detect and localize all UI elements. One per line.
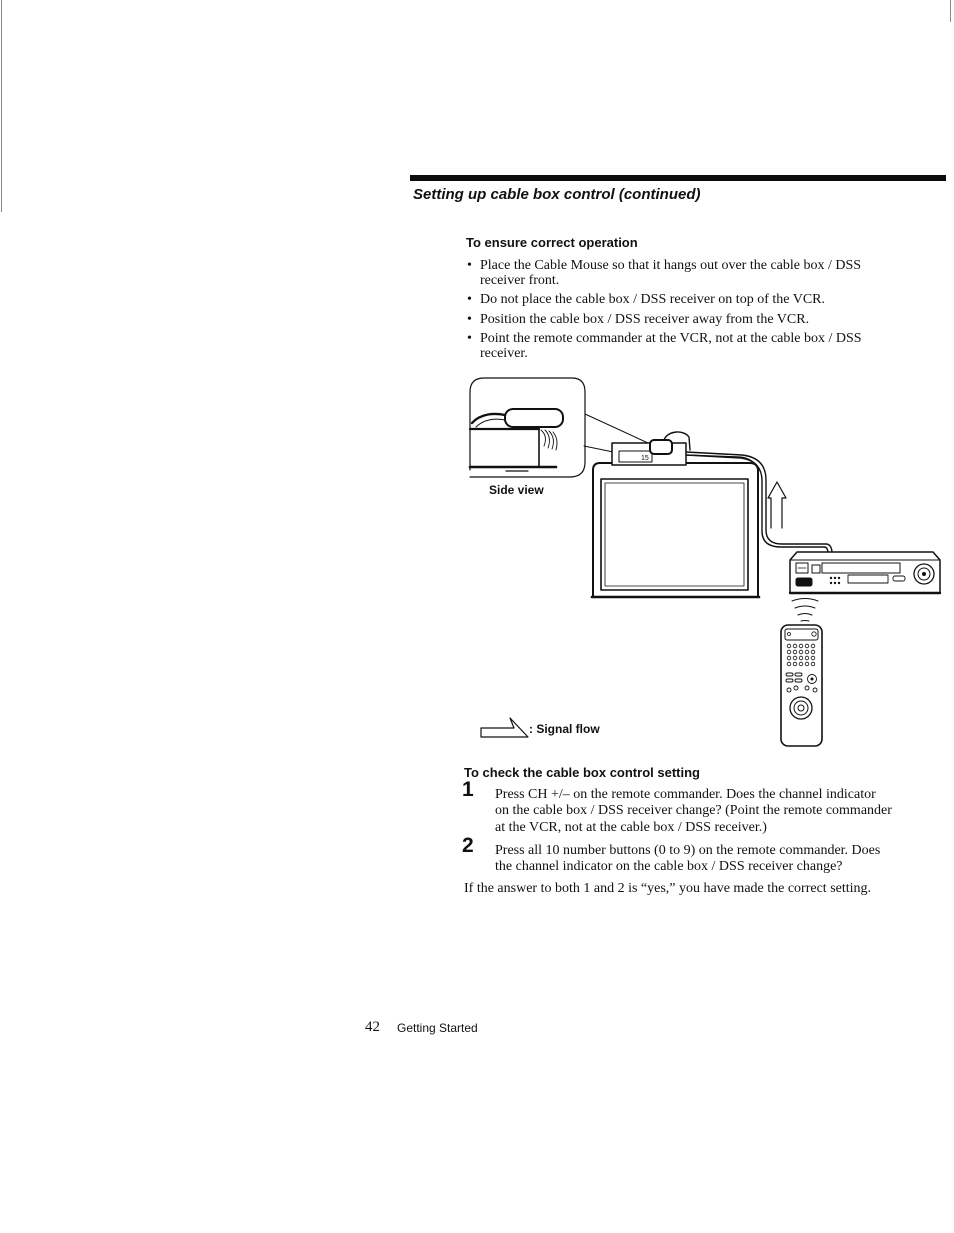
bullet-item-continued: receiver. [480,346,528,361]
step-number: 1 [462,778,474,801]
scan-edge-right [950,0,951,22]
step-text: at the VCR, not at the cable box / DSS receiver.) [495,820,767,835]
tv-screen [605,483,744,586]
tv-screen-frame [601,479,748,590]
signal-flow-arrow-up [768,482,786,528]
setup-illustration [460,370,950,755]
side-view-label: Side view [489,483,544,497]
side-view-inset [470,378,585,477]
ensure-heading: To ensure correct operation [466,235,638,250]
bullet-item: • Do not place the cable box / DSS receiver on top of the VCR. [480,292,825,308]
step-number: 2 [462,834,474,857]
step-text: the channel indicator on the cable box / DSS receiver change? [495,859,843,874]
step-text: on the cable box / DSS receiver change? (Point the remote commander [495,803,892,818]
bullet-item-continued: receiver front. [480,273,560,288]
bullet-item: • Place the Cable Mouse so that it hangs out over the cable box / DSS [480,258,861,274]
bullet-item: • Point the remote commander at the VCR, not at the cable box / DSS [480,331,862,347]
cable-box-display-text: 15 [641,455,649,462]
footer-section-name: Getting Started [397,1021,478,1035]
page-number: 42 [365,1019,380,1035]
infrared-waves [541,430,557,450]
cable-mouse-side [505,409,563,427]
scan-edge-left [1,0,2,212]
vcr [790,552,940,593]
section-rule [410,175,946,181]
signal-flow-icon [481,718,528,737]
cable-mouse [650,440,672,454]
signal-flow-label: : Signal flow [529,722,600,736]
conclusion-text: If the answer to both 1 and 2 is “yes,” you have made the correct setting. [464,881,872,896]
remote-ir-waves [792,599,818,622]
step-text: Press CH +/– on the remote commander. Does the channel indicator [495,787,876,802]
bullet-item: • Position the cable box / DSS receiver away from the VCR. [480,312,809,328]
cable-box [612,440,686,465]
television [592,455,759,597]
remote-body [781,625,822,746]
vcr-ir-window [796,578,812,586]
check-heading: To check the cable box control setting [464,765,700,780]
cable-mouse-wire [472,414,505,423]
section-title: Setting up cable box control (continued) [413,186,701,203]
cable-mouse-wire-inner [476,419,505,427]
callout-line-top [585,414,648,443]
step-text: Press all 10 number buttons (0 to 9) on the remote commander. Does [495,843,881,858]
remote-commander [781,625,822,746]
